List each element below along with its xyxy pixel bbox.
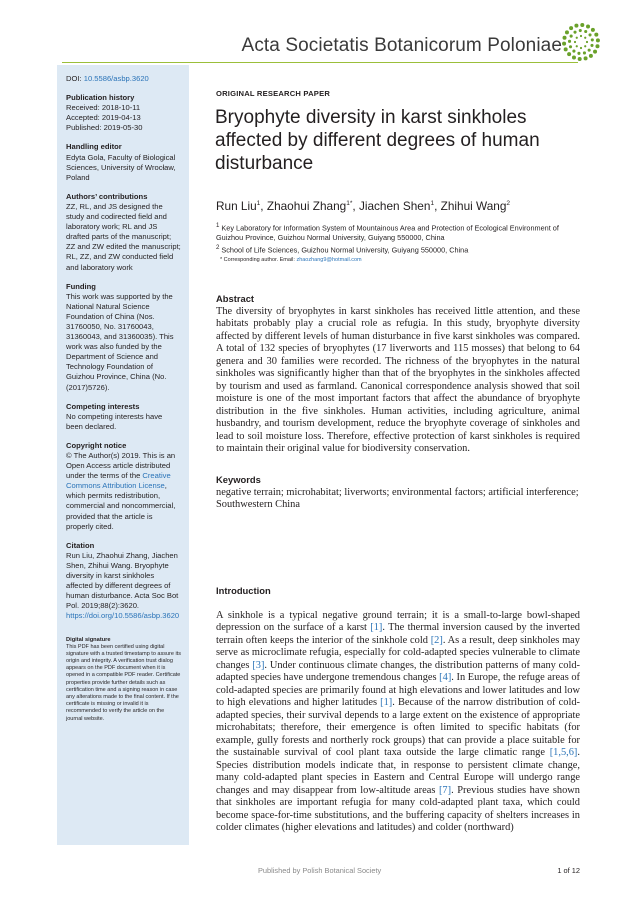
doi-block	[66, 74, 181, 84]
publisher-line: Published by Polish Botanical Society	[258, 866, 382, 875]
journal-logo-icon	[562, 23, 600, 61]
citation-link[interactable]: [2]	[430, 634, 443, 646]
citation-doi-link[interactable]: https://doi.org/10.5586/asbp.3620	[66, 611, 180, 621]
contributions-text: ZZ, RL, and JS designed the study and codirected field and laboratory work; RL and JS drafted parts of the manuscript; ZZ and ZW edited the manuscript; RL, ZZ, and ZW conducted field and laboratory work	[66, 201, 181, 272]
author-name: Zhihui Wang	[440, 199, 507, 213]
published-date: Published: 2019-05-30	[66, 123, 143, 133]
author-affiliation-marker: 1*	[346, 200, 353, 208]
author-affiliation-marker: 2	[506, 200, 511, 208]
cc-license-link[interactable]: Creative Commons Attribution License	[66, 471, 171, 491]
received-date: Received: 2018-10-11	[66, 103, 141, 113]
handling-editor-text: Edyta Gola, Faculty of Biological Sciences, University of Wrocław, Poland	[66, 152, 176, 182]
corresponding-author: * Corresponding author. Email: zhaozhang9@hotmail.com	[220, 257, 362, 263]
competing-text: No competing interests have been declared.	[66, 411, 163, 431]
citation-link[interactable]: [3]	[252, 659, 265, 671]
author-name: Jiachen Shen	[358, 199, 431, 213]
citation	[66, 541, 181, 622]
funding-text: This work was supported by the National Natural Science Foundation of China (Nos. 31760050, No. 31760043, 31360043, and 31360035). This work was also funded by the Department of Science and Technology Foundation of Guizhou Province, China (No. (2017)5726).	[66, 291, 174, 392]
author-affiliation-marker: 1	[430, 200, 435, 208]
keywords-heading: Keywords	[216, 474, 261, 485]
affiliations	[216, 221, 581, 255]
copyright-heading: Copyright notice	[66, 440, 127, 450]
copyright-text-end: , which permits redistribution, commercial and noncommercial, provided that the article is properly cited.	[66, 481, 176, 531]
journal-header	[0, 0, 640, 64]
publication-history	[66, 93, 181, 133]
signature-heading: Digital signature	[66, 636, 111, 643]
introduction-heading: Introduction	[216, 585, 271, 596]
doi-link[interactable]: 10.5586/asbp.3620	[83, 74, 149, 83]
citation-link[interactable]: [4]	[439, 672, 452, 684]
abstract-text: The diversity of bryophytes in karst sinkholes has received little attention, and these habitats probably play a crucial role as refugia. In this study, bryophyte diversity affected by different levels of human disturbance in five karst sinkholes was compared. A total of 132 species of bryophytes (17 liverworts and 115 mosses) that belong to 64 genera and 30 families were recorded. The richness of the bryophytes in the natural sinkholes was significantly higher than that of the bryophytes in the sinkholes affected by tourism and used as farmland. Canonical correspondence analysis showed that soil moisture is one of the most important factors that affect the abundance of bryophyte distribution in the five sinkholes. Human activities, including agriculture, animal husbandry, and tourism development, reduce the bryophyte coverage of sinkholes and lead to soil moisture loss. Therefore, effective protection of karst sinkholes is required to maintain their original value for biodiversity conservation.	[216, 306, 580, 454]
journal-title: Acta Societatis Botanicorum Poloniae	[241, 35, 562, 56]
abstract-heading: Abstract	[216, 293, 255, 304]
author-name: Zhaohui Zhang	[266, 199, 347, 213]
corresponding-email-link[interactable]: zhaozhang9@hotmail.com	[296, 257, 362, 263]
citation-link[interactable]: [7]	[438, 784, 452, 796]
affiliation-1: $^1$ Key Laboratory for Information System of Mountainous Area and Protection of Ecological Environment of Guizhou Province, Guizhou Normal University, Guiyang 550000, China	[216, 222, 559, 243]
accepted-date: Accepted: 2019-04-13	[66, 113, 141, 123]
introduction-text: A sinkhole is a typical negative ground terrain; it is a small-to-large bowl-shaped depression on the surface of a karst [1]. The thermal inversion caused by the inverted terrain often keeps the interior of the sinkhole cold [2]. As a result, deep sinkholes may serve as microclimate refugia, especially for cold-adapted species vulnerable to climate changes [3]. Under continuous climate changes, the distribution patterns of many cold-adapted species have undergone tremendous changes [4]. In Europe, the refuge areas of cold-adapted species are primarily found at high elevations and lower latitudes and low to high elevations and higher latitudes [1]. Because of the narrow distribution of cold-adapted species, their survival depends to a large extent on the existence of appropriate microhabitats; therefore, their emergence is often limited to specific habitats (for example, gully forests and northerly rock groups) that can provide a place suitable for the sustainable survival of cool plant taxa outside the large climatic range [1,5,6]. Species distribution models indicate that, in response to persistent climate change, many cold-adapted plant species in Eastern and Central Europe will undergo range changes and may disappear from low-altitude areas [7]. Previous studies have shown that sinkholes are important refugia for many cold-adapted plant taxa, which could become space-for-time substitutions, and the buffering capacity of shelters increases in colder climates (higher elevations and latitudes) and colder (northward)	[216, 610, 581, 834]
copyright-text: © The Author(s) 2019. This is an Open Access article distributed under the terms of the	[66, 451, 176, 481]
keywords-text: negative terrain; microhabitat; liverworts; environmental factors; artificial interference; Southwestern China	[216, 487, 579, 511]
citation-link[interactable]: [1]	[380, 697, 393, 709]
handling-editor	[66, 142, 181, 182]
citation-link[interactable]: [1]	[370, 622, 383, 634]
author-affiliation-marker: 1	[256, 200, 261, 208]
affiliation-2: $^2$ School of Life Sciences, Guizhou Normal University, Guiyang 550000, China	[216, 243, 469, 255]
funding	[66, 282, 181, 393]
article-type: ORIGINAL RESEARCH PAPER	[216, 89, 331, 98]
citation-text: Run Liu, Zhaohui Zhang, Jiachen Shen, Zhihui Wang. Bryophyte diversity in karst sinkholes affected by different degrees of human disturbance. Acta Soc Bot Pol. 2019;88(2):3620.	[66, 550, 179, 611]
publication-history-heading: Publication history	[66, 93, 135, 103]
funding-heading: Funding	[66, 281, 96, 291]
citation-heading: Citation	[66, 540, 95, 550]
doi-label: DOI:	[66, 74, 84, 83]
handling-editor-heading: Handling editor	[66, 142, 122, 152]
competing-interests	[66, 402, 181, 432]
digital-signature	[66, 636, 181, 723]
author-list: Run Liu$^1$, Zhaohui Zhang$^{1*}$, Jiachen Shen$^1$, Zhihui Wang$^2$	[216, 199, 511, 213]
competing-heading: Competing interests	[66, 401, 140, 411]
article-title: Bryophyte diversity in karst sinkholes affected by different degrees of human disturbance	[215, 107, 540, 174]
page-number: 1 of 12	[557, 866, 580, 875]
header-divider	[62, 62, 578, 63]
contributions-heading: Authors’ contributions	[66, 191, 148, 201]
citation-link[interactable]: [1,5,6]	[549, 747, 578, 759]
copyright-notice	[66, 441, 181, 532]
author-name: Run Liu	[216, 199, 257, 213]
signature-text: This PDF has been certified using digital signature with a trusted timestamp to assure its origin and integrity. A verification trust dialog appears on the PDF document when it is opened in a compatible PDF reader. Certificate properties provide further details such as certification time and a signing reason in case any alterations made to the final content. If the certificate is missing or invalid it is recommended to verify the article on the journal website.	[66, 643, 181, 722]
authors-contributions	[66, 192, 181, 273]
article-info-sidebar	[57, 65, 189, 845]
